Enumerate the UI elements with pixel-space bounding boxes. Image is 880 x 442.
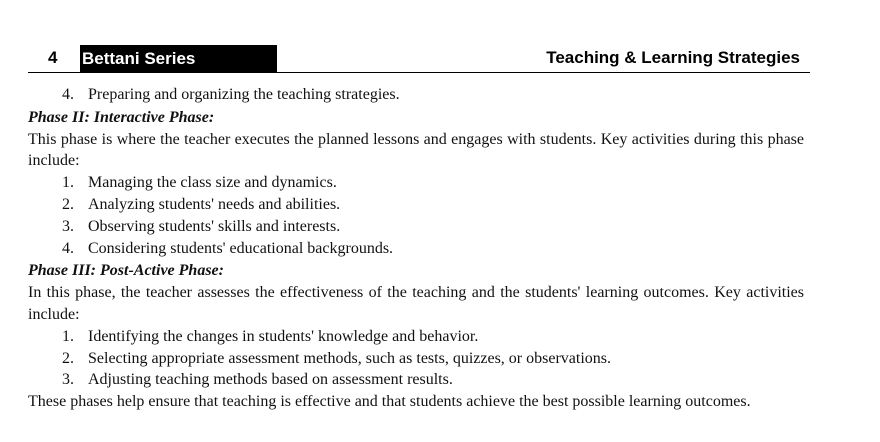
list-item-number: 3. bbox=[62, 217, 74, 235]
phase-2-heading: Phase II: Interactive Phase: bbox=[28, 108, 215, 126]
running-title: Teaching & Learning Strategies bbox=[546, 48, 800, 67]
list-item-text: Analyzing students' needs and abilities. bbox=[88, 195, 341, 213]
preparation-list bbox=[28, 84, 804, 106]
list-item bbox=[28, 369, 804, 391]
list-item-text: Considering students' educational backgrounds. bbox=[88, 239, 394, 257]
list-item bbox=[28, 238, 804, 260]
list-item-number: 4. bbox=[62, 86, 74, 103]
list-item bbox=[28, 194, 804, 216]
page-body bbox=[28, 84, 804, 413]
phase-2-intro: This phase is where the teacher executes the planned lessons and engages with students. Key activities during this phase include: bbox=[28, 130, 804, 170]
list-item-number: 1. bbox=[62, 174, 74, 192]
list-item-text: Identifying the changes in students' knowledge and behavior. bbox=[88, 327, 479, 345]
list-item-number: 4. bbox=[62, 239, 74, 257]
phase-3-list bbox=[28, 326, 804, 391]
conclusion-paragraph: These phases help ensure that teaching is effective and that students achieve the best possible learning outcomes. bbox=[28, 393, 751, 411]
list-item-number: 2. bbox=[62, 195, 74, 213]
phase-3-intro: In this phase, the teacher assesses the effectiveness of the teaching and the students' learning outcomes. Key activities include: bbox=[28, 284, 804, 323]
list-item-number: 1. bbox=[62, 327, 74, 345]
list-item-text: Adjusting teaching methods based on assessment results. bbox=[88, 371, 453, 389]
page-header bbox=[28, 45, 810, 73]
series-label: Bettani Series bbox=[80, 45, 277, 72]
list-item bbox=[28, 216, 804, 238]
list-item-text: Managing the class size and dynamics. bbox=[88, 174, 337, 192]
list-item-text: Observing students' skills and interests. bbox=[88, 217, 341, 235]
list-item bbox=[28, 84, 804, 106]
list-item bbox=[28, 326, 804, 348]
list-item-number: 2. bbox=[62, 349, 74, 367]
phase-3-heading: Phase III: Post-Active Phase: bbox=[28, 262, 224, 280]
list-item-text: Preparing and organizing the teaching strategies. bbox=[88, 86, 400, 103]
phase-2-list bbox=[28, 172, 804, 259]
list-item bbox=[28, 172, 804, 194]
list-item bbox=[28, 348, 804, 370]
list-item-number: 3. bbox=[62, 371, 74, 389]
list-item-text: Selecting appropriate assessment methods, such as tests, quizzes, or observations. bbox=[88, 349, 611, 367]
page-number: 4 bbox=[48, 48, 58, 67]
